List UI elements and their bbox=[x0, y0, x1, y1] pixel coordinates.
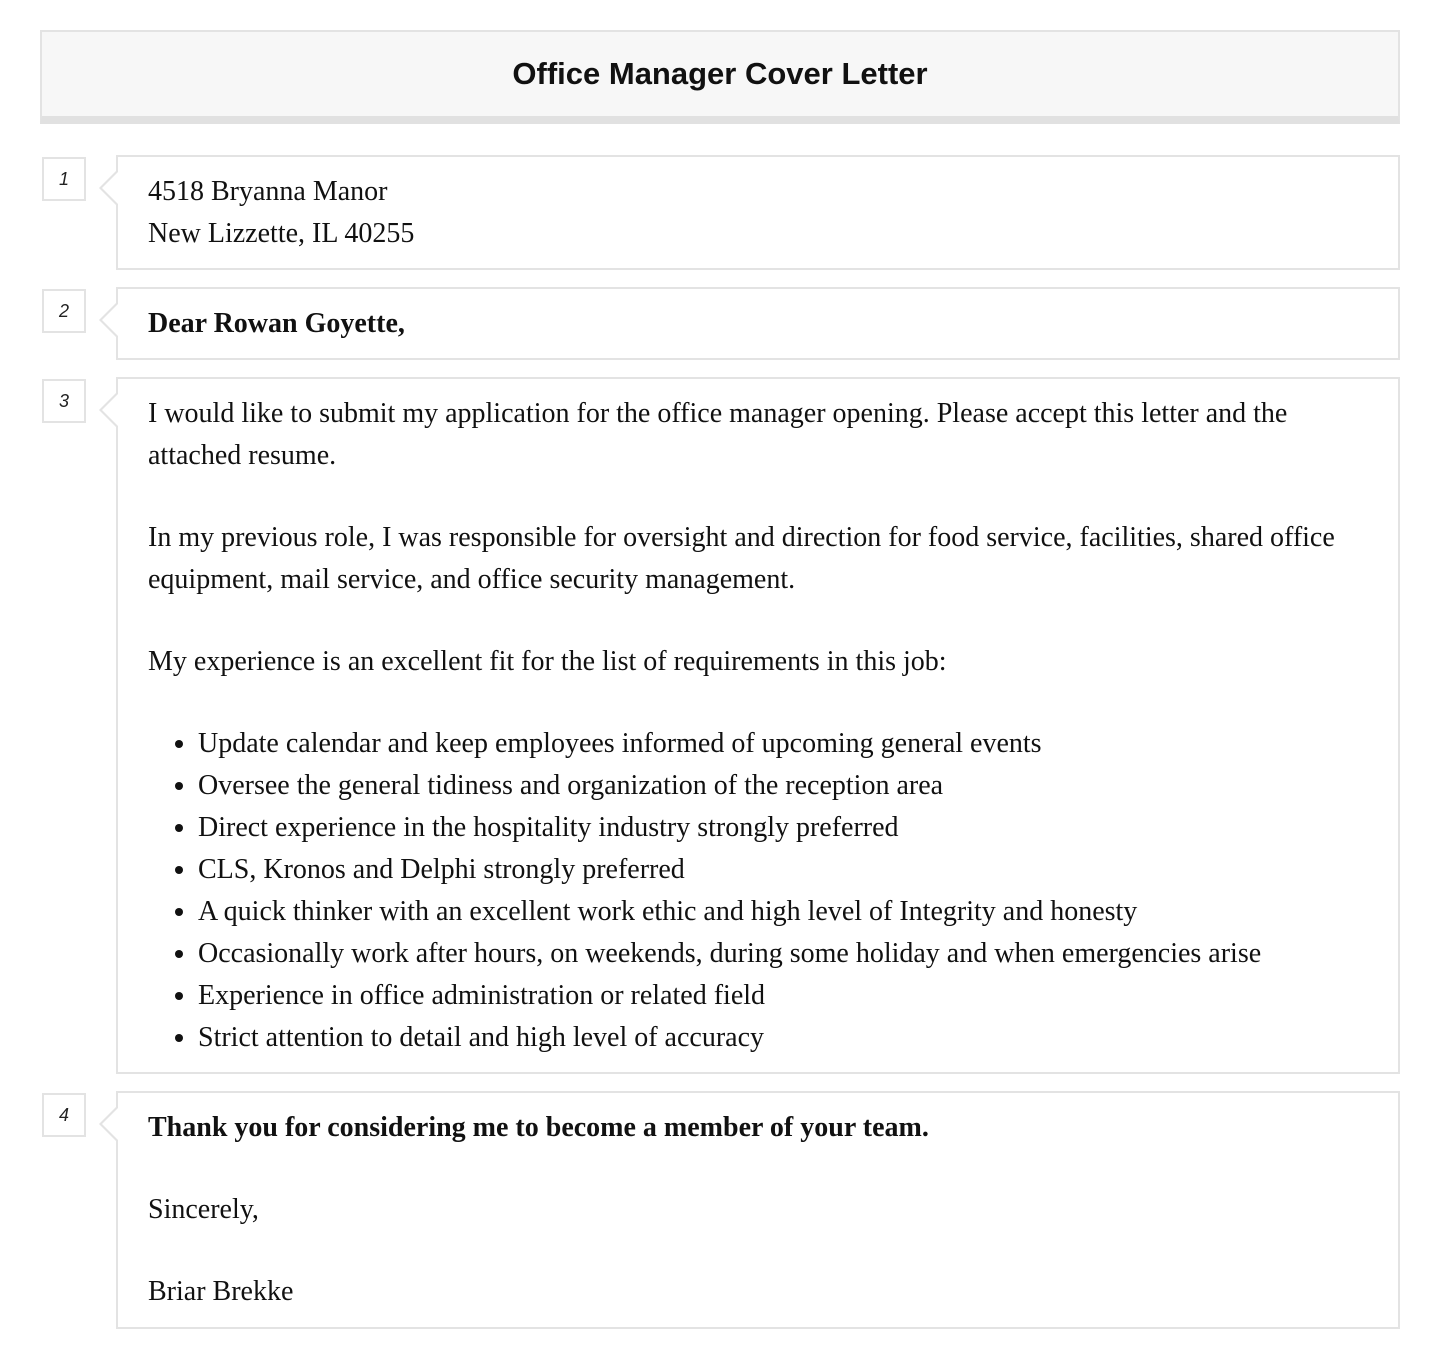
section-number-1: 1 bbox=[42, 157, 86, 201]
list-item: • CLS, Kronos and Delphi strongly preferred bbox=[198, 849, 1368, 891]
address-card bbox=[116, 155, 1400, 270]
section-number-4: 4 bbox=[42, 1093, 86, 1137]
list-item: • A quick thinker with an excellent work ethic and high level of Integrity and honesty bbox=[198, 891, 1368, 933]
address-line-2: New Lizzette, IL 40255 bbox=[148, 218, 415, 249]
body-paragraph-1: I would like to submit my application for the office manager opening. Please accept this letter and the attached resume. bbox=[148, 398, 1288, 471]
requirements-list bbox=[148, 723, 1368, 1059]
body-card bbox=[116, 377, 1400, 1074]
list-item: • Update calendar and keep employees informed of upcoming general events bbox=[198, 723, 1368, 765]
list-item: • Occasionally work after hours, on weekends, during some holiday and when emergencies arise bbox=[198, 933, 1368, 975]
section-number-2: 2 bbox=[42, 289, 86, 333]
list-item: • Oversee the general tidiness and organization of the reception area bbox=[198, 765, 1368, 807]
title-bar bbox=[40, 30, 1400, 124]
section-number-3: 3 bbox=[42, 379, 86, 423]
list-item: • Strict attention to detail and high level of accuracy bbox=[198, 1017, 1368, 1059]
page-title: Office Manager Cover Letter bbox=[512, 56, 928, 91]
signature-name: Briar Brekke bbox=[148, 1276, 294, 1307]
signoff: Sincerely, bbox=[148, 1194, 259, 1225]
address-line-1: 4518 Bryanna Manor bbox=[148, 176, 388, 207]
greeting: Dear Rowan Goyette, bbox=[148, 308, 405, 339]
list-item: • Direct experience in the hospitality industry strongly preferred bbox=[198, 807, 1368, 849]
body-paragraph-2: In my previous role, I was responsible for oversight and direction for food service, facilities, shared office equipment, mail service, and office security management. bbox=[148, 522, 1335, 595]
body-paragraph-3: My experience is an excellent fit for the list of requirements in this job: bbox=[148, 646, 947, 677]
greeting-card bbox=[116, 287, 1400, 360]
list-item: • Experience in office administration or related field bbox=[198, 975, 1368, 1017]
closing-line: Thank you for considering me to become a member of your team. bbox=[148, 1112, 929, 1143]
closing-card bbox=[116, 1091, 1400, 1329]
